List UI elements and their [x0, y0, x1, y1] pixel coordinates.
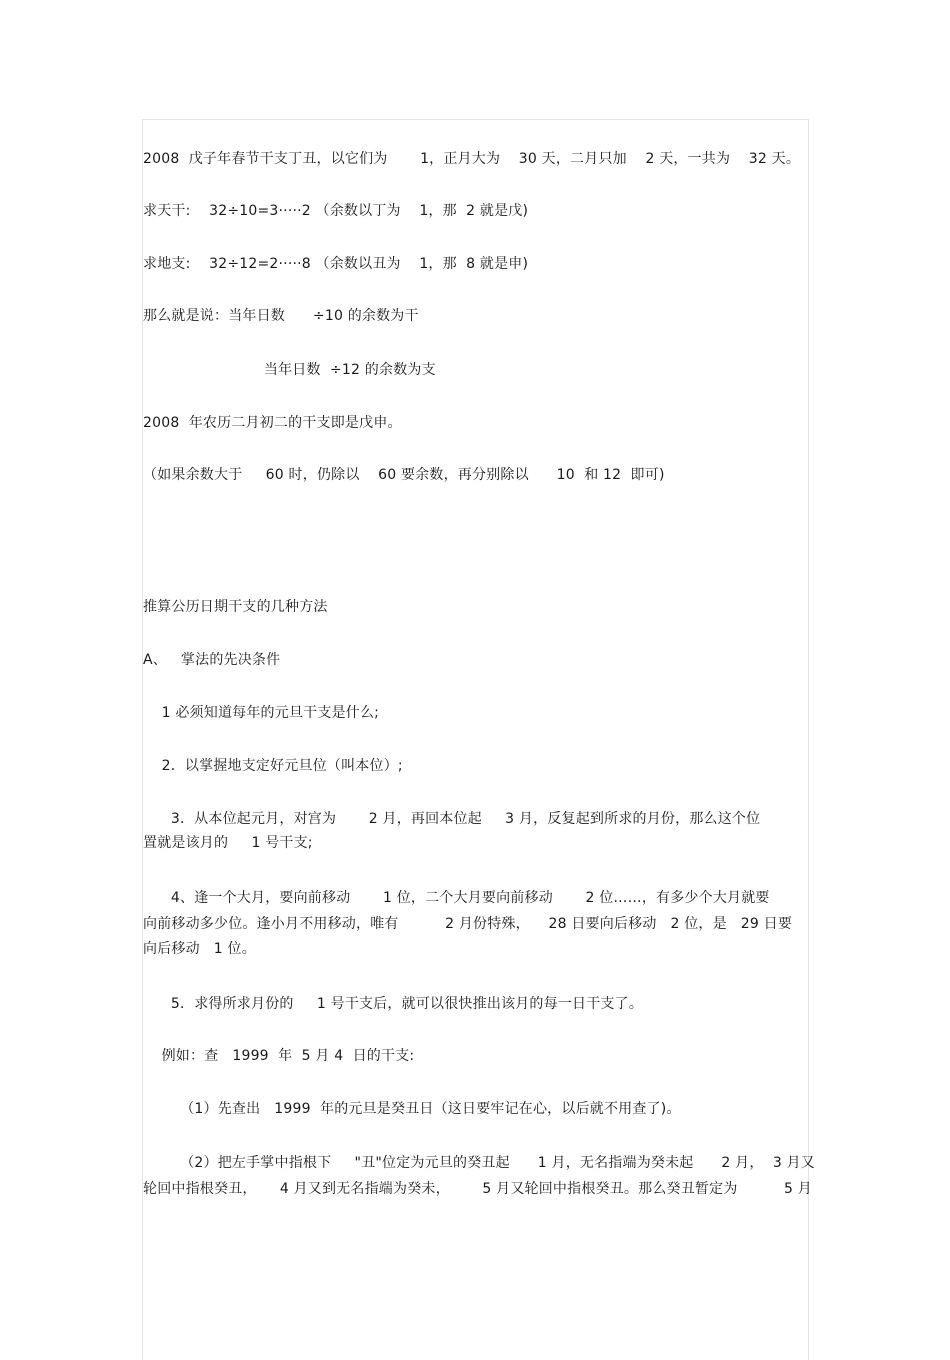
example-intro: 例如：查 1999 年 5 月 4 日的干支:	[143, 1048, 415, 1064]
text-line-6: 2008 年农历二月初二的干支即是戊申。	[143, 415, 402, 431]
text-line-4: 那么就是说：当年日数 ÷10 的余数为干	[143, 308, 419, 324]
section-heading: 推算公历日期干支的几种方法	[143, 599, 328, 615]
subsection-heading: A、 掌法的先决条件	[143, 652, 281, 668]
list-item-4-line-2: 向前移动多少位。逢小月不用移动，唯有 2 月份特殊， 28 日要向后移动 2 位，是 29 日要	[143, 916, 793, 932]
list-item-4-line-1: 4、逢一个大月，要向前移动 1 位，二个大月要向前移动 2 位……，有多少个大月就要	[143, 890, 770, 906]
example-step-2-line-1: （2）把左手掌中指根下 "丑"位定为元旦的癸丑起 1 月，无名指端为癸未起 2 月， 3 月又	[143, 1155, 816, 1171]
text-line-3: 求地支: 32÷12=2·····8 （余数以丑为 1，那 8 就是申)	[143, 256, 529, 272]
page-frame	[142, 119, 809, 1360]
text-line-5: 当年日数 ÷12 的余数为支	[143, 362, 436, 378]
text-line-7: （如果余数大于 60 时，仍除以 60 要余数，再分别除以 10 和 12 即可)	[143, 467, 665, 483]
list-item-2: 2．以掌握地支定好元旦位（叫本位）;	[143, 758, 403, 774]
text-line-1: 2008 戊子年春节干支丁丑，以它们为 1，正月大为 30 天，二月只加 2 天，一共为 32 天。	[143, 151, 801, 167]
list-item-1: 1 必须知道每年的元旦干支是什么;	[143, 705, 380, 721]
text-line-2: 求天干: 32÷10=3·····2 （余数以丁为 1，那 2 就是戊)	[143, 203, 529, 219]
list-item-5: 5．求得所求月份的 1 号干支后，就可以很快推出该月的每一日干支了。	[143, 996, 644, 1012]
example-step-1: （1）先查出 1999 年的元旦是癸丑日（这日要牢记在心，以后就不用查了)。	[143, 1101, 681, 1117]
list-item-3-line-1: 3．从本位起元月，对宫为 2 月，再回本位起 3 月，反复起到所求的月份，那么这个位	[143, 811, 761, 827]
example-step-2-line-2: 轮回中指根癸丑， 4 月又到无名指端为癸未， 5 月又轮回中指根癸丑。那么癸丑暂定为 5 月	[143, 1181, 812, 1197]
list-item-4-line-3: 向后移动 1 位。	[143, 941, 256, 957]
list-item-3-line-2: 置就是该月的 1 号干支;	[143, 835, 313, 851]
